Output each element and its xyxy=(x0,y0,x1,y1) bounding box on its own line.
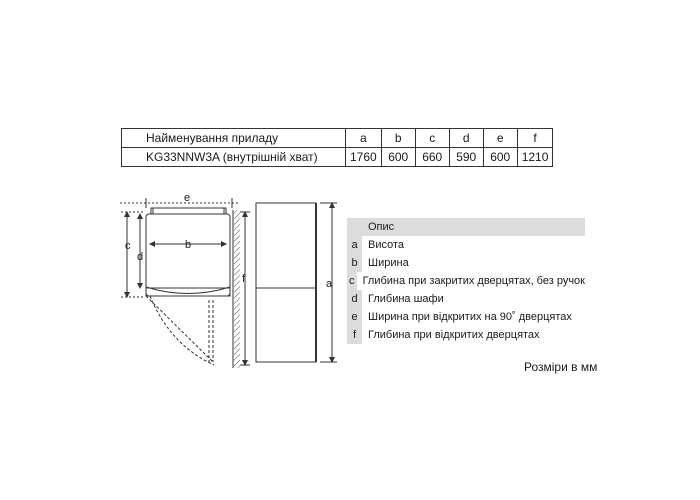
legend-title: Опис xyxy=(347,218,585,236)
dim-label-c: c xyxy=(125,240,131,252)
legend-row-c xyxy=(347,272,585,290)
dim-label-b: b xyxy=(185,239,192,251)
dimension-legend xyxy=(347,218,585,344)
header-col-b: b xyxy=(381,129,415,148)
value-cell-b: 600 xyxy=(381,148,415,167)
header-col-f: f xyxy=(517,129,553,148)
header-col-e: e xyxy=(483,129,517,148)
units-note: Розміри в мм xyxy=(524,360,598,374)
legend-desc: Висота xyxy=(368,239,405,251)
header-col-c: c xyxy=(415,129,449,148)
value-cell-d: 590 xyxy=(449,148,483,167)
legend-row-f xyxy=(347,326,585,344)
legend-key: c xyxy=(347,272,357,290)
value-cell-f: 1210 xyxy=(517,148,553,167)
legend-key: f xyxy=(347,326,362,344)
dim-label-a: a xyxy=(326,278,333,290)
legend-desc: Ширина xyxy=(368,257,409,269)
appliance-side-view xyxy=(256,203,316,362)
device-model-cell: KG33NNW3A (внутрішній хват) xyxy=(122,148,346,167)
legend-key: e xyxy=(347,308,362,326)
value-cell-e: 600 xyxy=(483,148,517,167)
legend-desc: Глибина при закритих дверцятах, без ручок xyxy=(362,275,585,287)
door-swing-arc xyxy=(150,296,214,365)
dim-label-d: d xyxy=(137,251,144,263)
appliance-top-view xyxy=(146,214,230,296)
door-open-outline xyxy=(146,296,213,362)
header-device-name: Найменування приладу xyxy=(122,129,346,148)
legend-desc: Глибина шафи xyxy=(368,293,444,305)
dim-label-e: e xyxy=(184,192,191,204)
header-col-a: a xyxy=(346,129,382,148)
legend-desc: Глибина при відкритих дверцятах xyxy=(368,329,540,341)
header-col-d: d xyxy=(449,129,483,148)
dim-label-f: f xyxy=(242,273,246,285)
wall-hatch xyxy=(234,210,240,368)
legend-row-b xyxy=(347,254,585,272)
appliance-back-plate xyxy=(151,208,226,214)
value-cell-c: 660 xyxy=(415,148,449,167)
door-panel xyxy=(146,288,230,296)
legend-key: b xyxy=(347,254,362,272)
legend-desc: Ширина при відкритих на 90˚ дверцятах xyxy=(368,311,572,323)
legend-key: d xyxy=(347,290,362,308)
legend-row-a xyxy=(347,236,585,254)
legend-key: a xyxy=(347,236,362,254)
legend-row-d xyxy=(347,290,585,308)
value-cell-a: 1760 xyxy=(346,148,382,167)
legend-row-e xyxy=(347,308,585,326)
